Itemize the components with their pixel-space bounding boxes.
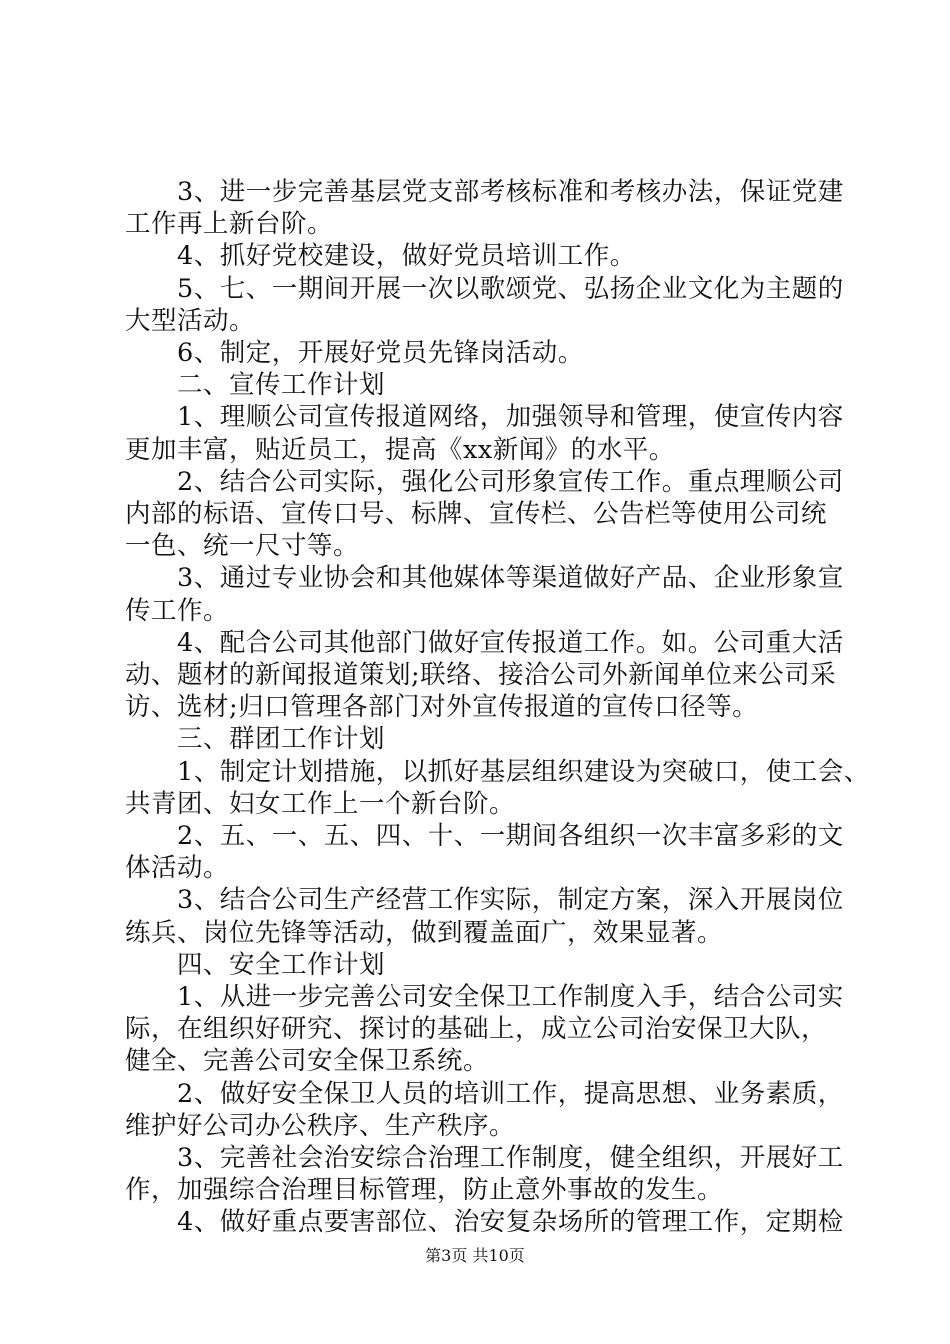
text-line: 练兵、岗位先锋等活动，做到覆盖面广，效果显著。: [125, 917, 724, 948]
text-line: 2、做好安全保卫人员的培训工作，提高思想、业务素质，: [177, 1078, 844, 1109]
text-line: 一色、统一尺寸等。: [125, 531, 360, 562]
text-line: 动、题材的新闻报道策划;联络、接洽公司外新闻单位来公司采: [125, 660, 837, 690]
text-line: 体活动。: [125, 853, 230, 884]
text-line: 1、理顺公司宣传报道网络，加强领导和管理，使宣传内容: [177, 402, 844, 433]
text-line: 际，在组织好研究、探讨的基础上，成立公司治安保卫大队，: [125, 1014, 828, 1045]
text-line: 6、制定，开展好党员先锋岗活动。: [177, 338, 584, 368]
text-line: 3、进一步完善基层党支部考核标准和考核办法，保证党建: [177, 177, 844, 207]
text-line: 作，加强综合治理目标管理，防止意外事故的发生。: [125, 1175, 724, 1206]
text-line: 5、七、一期间开展一次以歌颂党、弘扬企业文化为主题的: [177, 273, 844, 304]
text-line: 工作再上新台阶。: [125, 209, 334, 240]
text-line: 四、安全工作计划: [177, 949, 386, 980]
text-line: 更加丰富，贴近员工，提高《xx新闻》的水平。: [125, 434, 675, 465]
text-line: 内部的标语、宣传口号、标牌、宣传栏、公告栏等使用公司统: [125, 499, 828, 529]
text-line: 三、群团工作计划: [177, 724, 386, 755]
text-line: 大型活动。: [125, 305, 256, 336]
text-line: 维护好公司办公秩序、生产秩序。: [125, 1110, 516, 1141]
text-line: 3、通过专业协会和其他媒体等渠道做好产品、企业形象宣: [177, 563, 844, 594]
text-line: 共青团、妇女工作上一个新台阶。: [125, 788, 516, 819]
text-line: 二、宣传工作计划: [177, 370, 386, 401]
text-line: 访、选材;归口管理各部门对外宣传报道的宣传口径等。: [125, 692, 759, 723]
text-line: 2、结合公司实际，强化公司形象宣传工作。重点理顺公司: [177, 466, 844, 497]
text-line: 3、结合公司生产经营工作实际，制定方案，深入开展岗位: [177, 885, 844, 916]
text-line: 1、制定计划措施，以抓好基层组织建设为突破口，使工会、: [177, 756, 870, 787]
text-line: 4、抓好党校建设，做好党员培训工作。: [177, 241, 636, 272]
page-number-footer: 第3页 共10页: [425, 1246, 525, 1265]
text-line: 2、五、一、五、四、十、一期间各组织一次丰富多彩的文: [177, 821, 844, 851]
text-line: 4、配合公司其他部门做好宣传报道工作。如。公司重大活: [177, 627, 844, 658]
text-line: 4、做好重点要害部位、治安复杂场所的管理工作，定期检: [177, 1207, 844, 1238]
text-line: 健全、完善公司安全保卫系统。: [125, 1046, 490, 1077]
text-line: 1、从进一步完善公司安全保卫工作制度入手，结合公司实: [177, 982, 844, 1012]
text-line: 3、完善社会治安综合治理工作制度，健全组织，开展好工: [177, 1143, 844, 1173]
text-line: 传工作。: [125, 595, 230, 626]
